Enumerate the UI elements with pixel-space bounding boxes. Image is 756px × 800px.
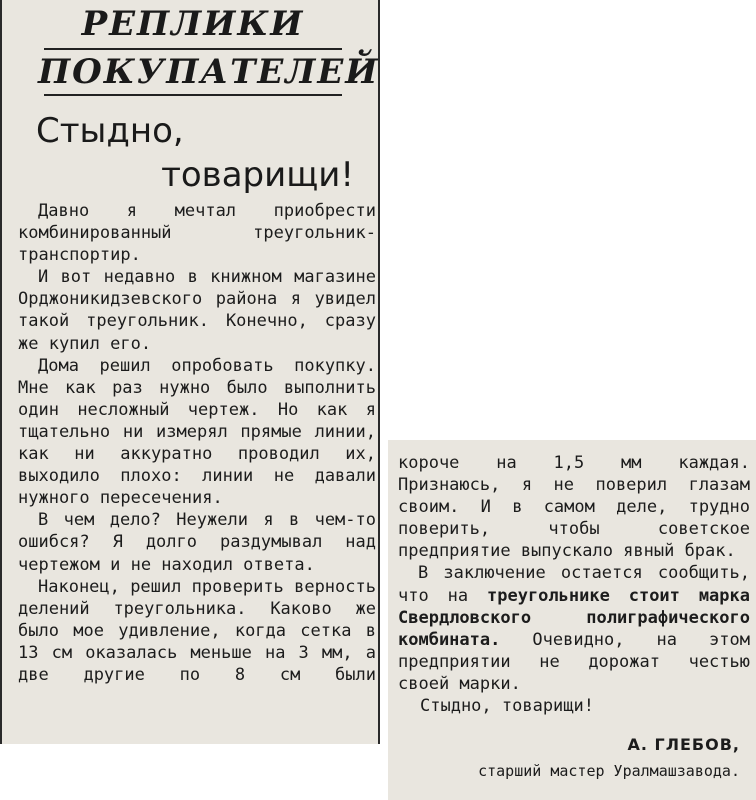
- headline-line-1: Стыдно,: [36, 111, 184, 151]
- article-right-column: [388, 440, 756, 800]
- paragraph-6: [398, 562, 750, 695]
- author-title: старший мастер Уралмашзавода.: [478, 762, 740, 780]
- paragraph-1: Давно я мечтал приобрести комбинированный треугольник-транспортир.: [18, 201, 376, 266]
- headline-line-2: товарищи!: [161, 155, 354, 195]
- paragraph-6-bold: треугольнике стоит марка Свердловского полиграфического комбината.: [398, 585, 750, 650]
- article-left-column: [0, 0, 380, 744]
- paragraph-6-end: Очевидно, на этом предприятии не дорожат честью своей марки.: [398, 629, 750, 694]
- rubric-line-2: ПОКУПАТЕЛЕЙ: [38, 52, 380, 92]
- paragraph-3: Дома решил опробовать покупку. Мне как раз нужно было выполнить один несложный чертеж. Но как я тщательно ни измерял прямые линии, как ни аккуратно проводил их, выходило плохо: линии не давали нужного пересечения.: [18, 355, 376, 509]
- closing-line: Стыдно, товарищи!: [420, 696, 594, 717]
- rubric-header: [38, 2, 380, 96]
- paragraph-6-start: В заключение остается сообщить, что на: [398, 563, 750, 606]
- rubric-underline: [44, 94, 342, 96]
- paragraph-4: В чем дело? Неужели я в чем-то ошибся? Я долго раздумывал над чертежом и не находил ответа.: [18, 510, 376, 575]
- article-body-right: [398, 452, 750, 717]
- author-name: А. ГЛЕБОВ,: [627, 735, 740, 754]
- article-body-left: [18, 200, 376, 686]
- rubric-line-1: РЕПЛИКИ: [81, 4, 305, 44]
- paragraph-2: И вот недавно в книжном магазине Орджоникидзевского района я увидел такой треугольник. Конечно, сразу же купил его.: [18, 267, 376, 354]
- paragraph-5-continued: короче на 1,5 мм каждая. Признаюсь, я не поверил глазам своим. И в самом деле, трудно поверить, чтобы советское предприятие выпускало явный брак.: [398, 453, 750, 562]
- paragraph-5: Наконец, решил проверить верность делений треугольника. Каково же было мое удивление, когда сетка в 13 см оказалась меньше на 3 мм, а две другие по 8 см были: [18, 576, 376, 685]
